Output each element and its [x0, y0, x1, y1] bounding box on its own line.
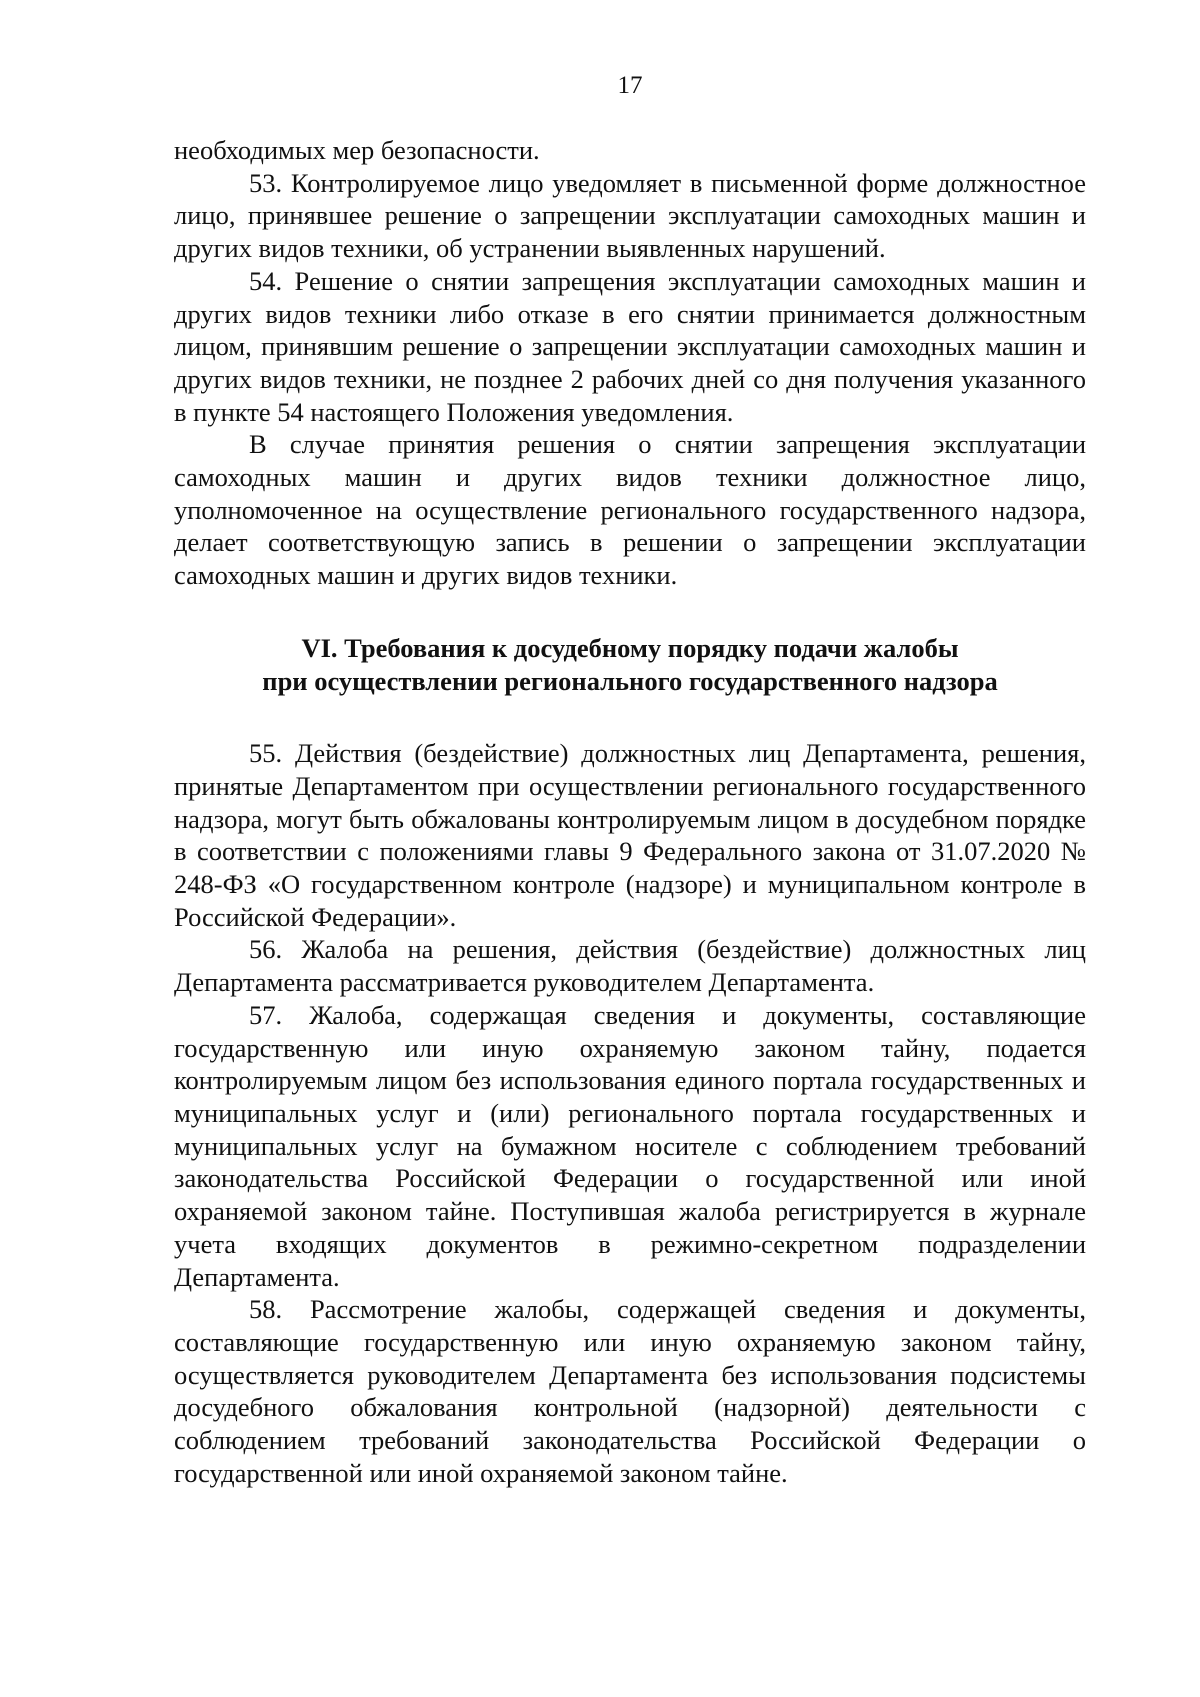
paragraph-continuation: необходимых мер безопасности. [174, 135, 540, 165]
paragraph-group-top [174, 134, 1086, 592]
page-number: 17 [617, 72, 643, 99]
paragraph-53: 53. Контролируемое лицо уведомляет в письменной форме должностное лицо, принявшее решение о запрещении эксплуатации самоходных машин и других видов техники, об устранении выявленных нарушений. [174, 167, 1086, 264]
paragraph-57: 57. Жалоба, содержащая сведения и документы, составляющие государственную или иную охраняемую законом тайну, подается контролируемым лицом без использования единого портала государственных и муниципальных услуг и (или) регионального портала государственных и муниципальных услуг на бумажном носителе с соблюдением требований законодательства Российской Федерации о государственной или иной охраняемой законом тайне. Поступившая жалоба регистрируется в журнале учета входящих документов в режимно-секретном подразделении Департамента. [174, 999, 1086, 1292]
paragraph-54: 54. Решение о снятии запрещения эксплуатации самоходных машин и других видов техники либо отказе в его снятии принимается должностным лицом, принявшим решение о запрещении эксплуатации самоходных машин и других видов техники, не позднее 2 рабочих дней со дня получения указанного в пункте 54 настоящего Положения уведомления. [174, 265, 1086, 427]
section-heading-line-1: VI. Требования к досудебному порядку подачи жалобы [301, 632, 959, 663]
section-heading-line-2: при осуществлении регионального государственного надзора [262, 665, 998, 696]
paragraph-group-bottom [174, 737, 1086, 1489]
paragraph-55: 55. Действия (бездействие) должностных лиц Департамента, решения, принятые Департаментом при осуществлении регионального государственного надзора, могут быть обжалованы контролируемым лицом в досудебном порядке в соответствии с положениями главы 9 Федерального закона от 31.07.2020 № 248-ФЗ «О государственном контроле (надзоре) и муниципальном контроле в Российской Федерации». [174, 738, 1086, 932]
paragraph-56: 56. Жалоба на решения, действия (бездействие) должностных лиц Департамента рассматривается руководителем Департамента. [174, 934, 1086, 998]
paragraph-54-continued: В случае принятия решения о снятии запрещения эксплуатации самоходных машин и других видов техники должностное лицо, уполномоченное на осуществление регионального государственного надзора, делает соответствующую запись в решении о запрещении эксплуатации самоходных машин и других видов техники. [174, 429, 1086, 591]
paragraph-58: 58. Рассмотрение жалобы, содержащей сведения и документы, составляющие государственную или иную охраняемую законом тайну, осуществляется руководителем Департамента без использования подсистемы досудебного обжалования контрольной (надзорной) деятельности с соблюдением требований законодательства Российской Федерации о государственной или иной охраняемой законом тайне. [174, 1294, 1086, 1488]
document-page [174, 72, 1086, 1489]
section-heading [174, 632, 1086, 697]
